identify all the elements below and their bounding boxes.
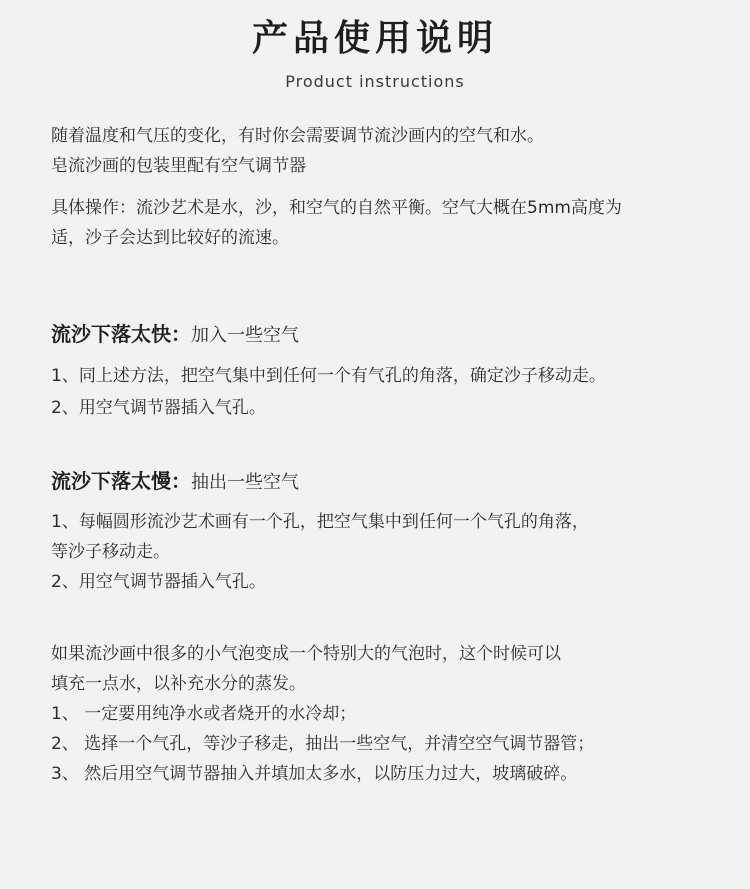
section-heading-fast-sub: 加入一些空气 [191,325,299,346]
bubble-step-3: 3、 然后用空气调节器抽入并填加太多水，以防压力过大，坡璃破碎。 [51,764,578,784]
slow-item-1: 1、每幅圆形流沙艺术画有一个孔，把空气集中到任何一个气孔的角落， [51,512,589,532]
section-heading-slow [51,467,299,497]
section-heading-slow-sub: 抽出一些空气 [191,472,299,493]
section-heading-fast-title: 流沙下落太快： [51,322,191,346]
intro-line-4: 适，沙子会达到比较好的流速。 [51,228,289,248]
bubble-line-2: 填充一点水，以补充水分的蒸发。 [51,674,306,694]
page-subtitle: Product instructions [285,72,465,91]
intro-line-3: 具体操作：流沙艺术是水，沙，和空气的自然平衡。空气大概在5mm高度为 [51,198,622,218]
page-title: 产品使用说明 [251,18,498,59]
section-heading-fast [51,320,299,350]
slow-item-2: 2、用空气调节器插入气孔。 [51,572,266,592]
intro-line-2: 皂流沙画的包装里配有空气调节器 [51,156,306,176]
section-heading-slow-title: 流沙下落太慢： [51,469,191,493]
intro-line-1: 随着温度和气压的变化，有时你会需要调节流沙画内的空气和水。 [51,126,544,146]
fast-item-1: 1、同上述方法，把空气集中到任何一个有气孔的角落，确定沙子移动走。 [51,366,606,386]
fast-item-2: 2、用空气调节器插入气孔。 [51,398,266,418]
bubble-step-1: 1、 一定要用纯净水或者烧开的水冷却； [51,704,357,724]
bubble-line-1: 如果流沙画中很多的小气泡变成一个特别大的气泡时，这个时候可以 [51,644,561,664]
slow-item-1-cont: 等沙子移动走。 [51,542,170,562]
bubble-step-2: 2、 选择一个气孔，等沙子移走，抽出一些空气，并清空空气调节器管； [51,734,595,754]
